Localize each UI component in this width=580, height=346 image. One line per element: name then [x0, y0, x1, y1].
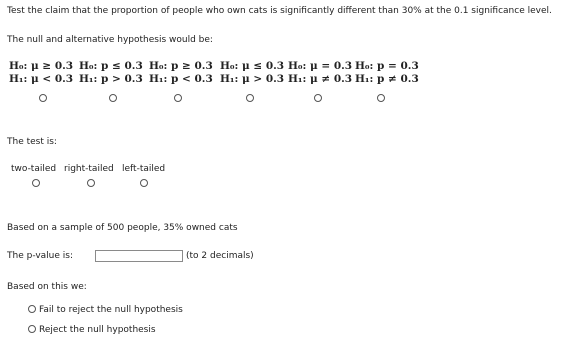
pvalue-input[interactable] [95, 250, 183, 262]
hypothesis-option [149, 60, 219, 86]
test-radio-right-tailed[interactable] [87, 179, 95, 187]
pvalue-label: The p-value is: [7, 251, 73, 261]
null-hypothesis: H₀: p ≥ 0.3 [149, 60, 213, 72]
conclusion-label: Fail to reject the null hypothesis [39, 305, 183, 315]
conclusion-label: Reject the null hypothesis [39, 325, 156, 335]
test-prompt: The test is: [7, 137, 57, 147]
hypothesis-radio-5[interactable] [314, 94, 322, 102]
radio-icon[interactable] [28, 305, 36, 313]
alt-hypothesis: H₁: μ ≠ 0.3 [288, 73, 353, 85]
test-option-two-tailed: two-tailed [11, 164, 57, 174]
hypothesis-radio-2[interactable] [109, 94, 117, 102]
radio-icon[interactable] [28, 325, 36, 333]
hypothesis-option [355, 60, 425, 86]
conclusion-prompt: Based on this we: [7, 282, 87, 292]
null-hypothesis: H₀: p ≤ 0.3 [79, 60, 143, 72]
hypothesis-prompt: The null and alternative hypothesis would be: [7, 35, 213, 45]
alt-hypothesis: H₁: p ≠ 0.3 [355, 73, 419, 85]
hypothesis-radio-3[interactable] [174, 94, 182, 102]
alt-hypothesis: H₁: p > 0.3 [79, 73, 143, 85]
conclusion-option-reject[interactable] [28, 325, 156, 335]
test-option-right-tailed: right-tailed [64, 164, 114, 174]
pvalue-note: (to 2 decimals) [186, 251, 254, 261]
alt-hypothesis: H₁: μ > 0.3 [220, 73, 285, 85]
hypothesis-option [220, 60, 290, 86]
conclusion-option-fail-to-reject[interactable] [28, 305, 183, 315]
hypothesis-option [9, 60, 79, 86]
test-radio-left-tailed[interactable] [140, 179, 148, 187]
null-hypothesis: H₀: μ = 0.3 [288, 60, 353, 72]
hypothesis-option [288, 60, 358, 86]
null-hypothesis: H₀: μ ≤ 0.3 [220, 60, 285, 72]
test-radio-two-tailed[interactable] [32, 179, 40, 187]
hypothesis-radio-1[interactable] [39, 94, 47, 102]
alt-hypothesis: H₁: p < 0.3 [149, 73, 213, 85]
null-hypothesis: H₀: μ ≥ 0.3 [9, 60, 74, 72]
null-hypothesis: H₀: p = 0.3 [355, 60, 419, 72]
test-option-left-tailed: left-tailed [122, 164, 166, 174]
alt-hypothesis: H₁: μ < 0.3 [9, 73, 74, 85]
question-text: Test the claim that the proportion of people who own cats is significantly different than 30% at the 0.1 significance level. [7, 6, 552, 16]
sample-text: Based on a sample of 500 people, 35% owned cats [7, 223, 238, 233]
hypothesis-radio-6[interactable] [377, 94, 385, 102]
hypothesis-option [79, 60, 149, 86]
hypothesis-radio-4[interactable] [246, 94, 254, 102]
